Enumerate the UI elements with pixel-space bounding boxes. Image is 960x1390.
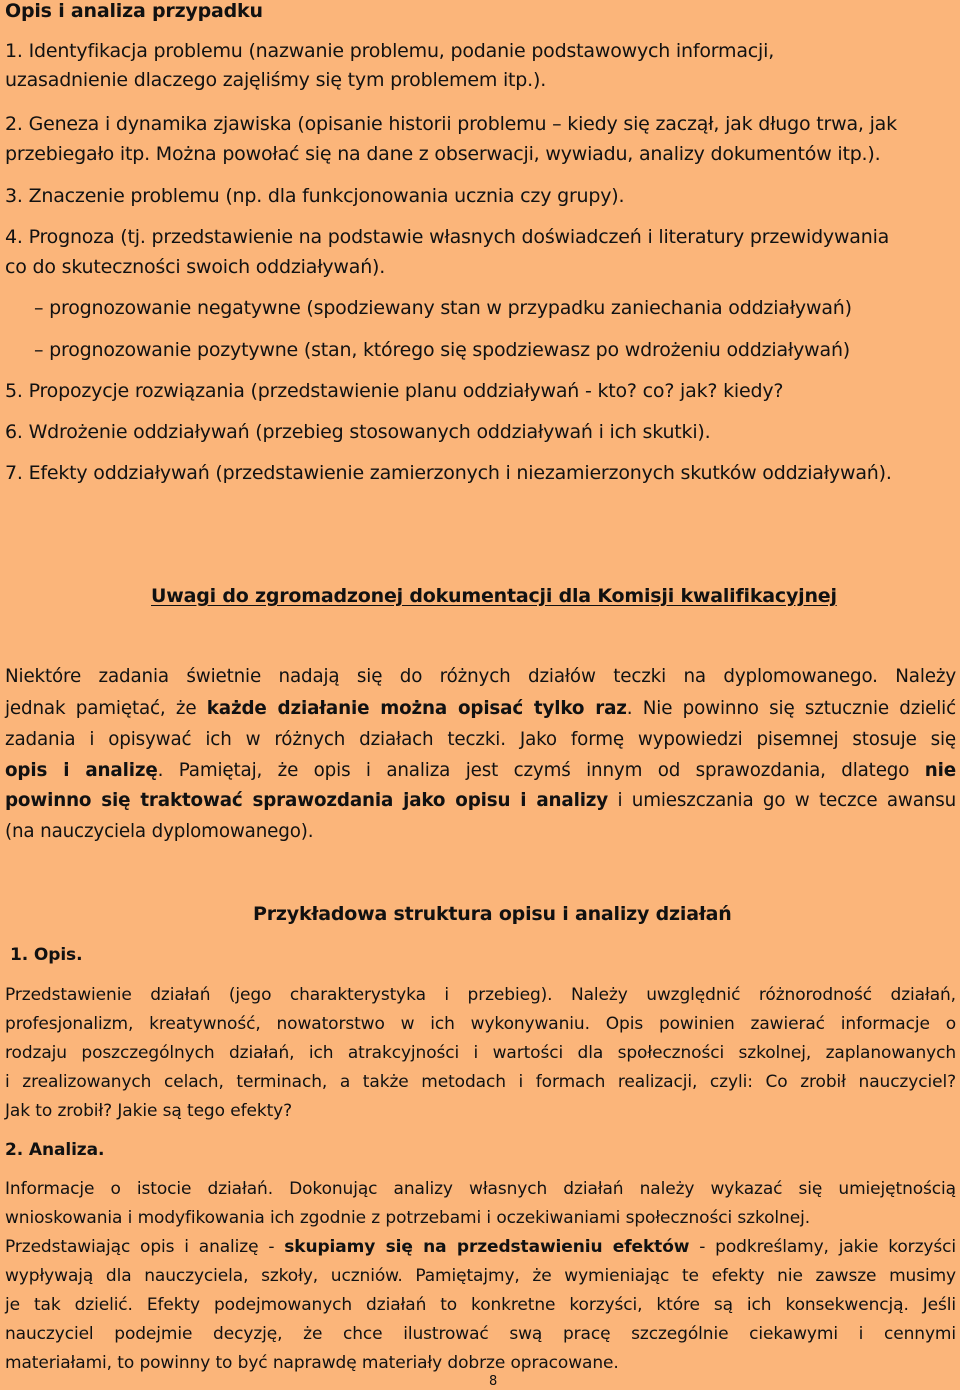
text-span: . Pamiętaj, że opis i analiza jest czymś innym od sprawozdania, dlatego (157, 760, 925, 781)
section-heading: Uwagi do zgromadzonej dokumentacji dla Komisji kwalifikacyjnej (151, 585, 837, 607)
emphasis-text: powinno się traktować sprawozdania jako opisu i analizy (5, 790, 609, 811)
list-item: 7. Efekty oddziaływań (przedstawienie zamierzonych i niezamierzonych skutków oddziaływań). (5, 462, 892, 484)
text-span: jednak pamiętać, że (5, 698, 207, 719)
list-item: – prognozowanie pozytywne (stan, którego się spodziewasz po wdrożeniu oddziaływań) (34, 339, 851, 361)
paragraph-line: wnioskowania i modyfikowania ich zgodnie z potrzebami i oczekiwaniami społeczności szkolnej. (5, 1208, 810, 1228)
paragraph-line: Jak to zrobił? Jakie są tego efekty? (5, 1101, 293, 1121)
list-item: co do skuteczności swoich oddziaływań). (5, 256, 386, 278)
section-heading: Przykładowa struktura opisu i analizy działań (253, 903, 732, 925)
emphasis-text: nie (924, 760, 956, 781)
text-span: i umieszczania go w teczce awansu (608, 790, 957, 811)
paragraph-line: i zrealizowanych celach, terminach, a także metodach i formach realizacji, czyli: Co zrobił nauczyciel? (5, 1072, 956, 1092)
paragraph-line (5, 1237, 956, 1257)
list-item: 3. Znaczenie problemu (np. dla funkcjonowania ucznia czy grupy). (5, 185, 625, 207)
list-item: – prognozowanie negatywne (spodziewany stan w przypadku zaniechania oddziaływań) (34, 297, 852, 319)
list-item: 4. Prognoza (tj. przedstawienie na podstawie własnych doświadczeń i literatury przewidywania (5, 226, 890, 248)
text-span: Przedstawiając opis i analizę - (5, 1237, 285, 1257)
list-item: przebiegało itp. Można powołać się na dane z obserwacji, wywiadu, analizy dokumentów itp.). (5, 143, 881, 165)
list-item: 5. Propozycje rozwiązania (przedstawienie planu oddziaływań - kto? co? jak? kiedy? (5, 380, 784, 402)
paragraph-line: materiałami, to powinny to być naprawdę materiały dobrze opracowane. (5, 1353, 619, 1373)
page-number: 8 (489, 1374, 498, 1389)
subsection-label: 2. Analiza. (5, 1140, 105, 1160)
paragraph-line (5, 790, 956, 811)
paragraph-line (5, 698, 956, 719)
list-item: uzasadnienie dlaczego zajęliśmy się tym problemem itp.). (5, 69, 547, 91)
paragraph-line: je tak dzielić. Efekty podejmowanych działań to konkretne korzyści, które są ich konsekwencją. Jeśli (5, 1295, 956, 1315)
paragraph-line: (na nauczyciela dyplomowanego). (5, 821, 314, 842)
paragraph-line: wypływają dla nauczyciela, szkoły, uczniów. Pamiętajmy, że wymieniając te efekty nie zawsze musimy (5, 1266, 956, 1286)
text-span: - podkreślamy, jakie korzyści (689, 1237, 956, 1257)
paragraph-line: nauczyciel podejmie decyzję, że chce ilustrować swą pracę szczególnie ciekawymi i cennymi (5, 1324, 956, 1344)
paragraph-line: rodzaju poszczególnych działań, ich atrakcyjności i wartości dla społeczności szkolnej, zaplanowanych (5, 1043, 956, 1063)
page-title: Opis i analiza przypadku (5, 0, 263, 22)
emphasis-text: każde działanie można opisać tylko raz (206, 698, 627, 719)
paragraph-line: Przedstawienie działań (jego charakterystyka i przebieg). Należy uwzględnić różnorodność działań, (5, 985, 956, 1005)
text-span: . Nie powinno się sztucznie dzielić (626, 698, 956, 719)
paragraph-line: Niektóre zadania świetnie nadają się do różnych działów teczki na dyplomowanego. Należy (5, 666, 956, 687)
list-item: 2. Geneza i dynamika zjawiska (opisanie historii problemu – kiedy się zaczął, jak długo trwa, jak (5, 113, 897, 135)
subsection-label: 1. Opis. (10, 945, 83, 965)
list-item: 6. Wdrożenie oddziaływań (przebieg stosowanych oddziaływań i ich skutki). (5, 421, 711, 443)
emphasis-text: skupiamy się na przedstawieniu efektów (284, 1237, 690, 1257)
paragraph-line: zadania i opisywać ich w różnych działach teczki. Jako formę wypowiedzi pisemnej stosuje się (5, 729, 956, 750)
paragraph-line: profesjonalizm, kreatywność, nowatorstwo w ich wykonywaniu. Opis powinien zawierać informacje o (5, 1014, 956, 1034)
paragraph-line: Informacje o istocie działań. Dokonując analizy własnych działań należy wykazać się umiejętnością (5, 1179, 956, 1199)
paragraph-line (5, 760, 956, 781)
list-item: 1. Identyfikacja problemu (nazwanie problemu, podanie podstawowych informacji, (5, 40, 775, 62)
emphasis-text: opis i analizę (5, 760, 158, 781)
